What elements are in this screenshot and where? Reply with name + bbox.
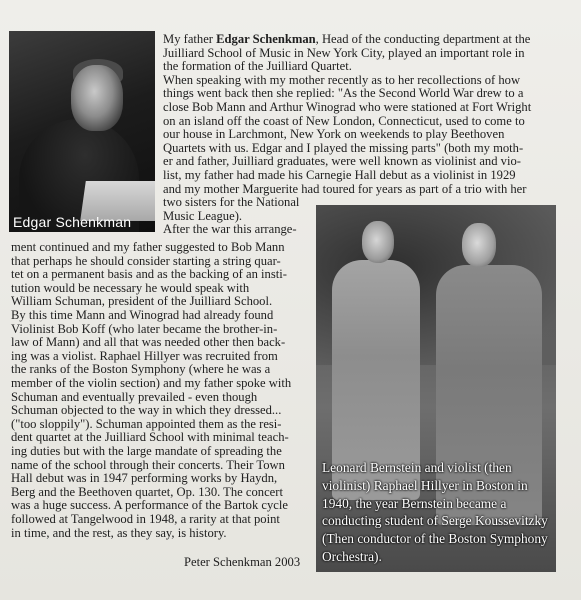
intro-line <box>163 33 530 47</box>
intro-rest: , Head of the conducting department at the <box>315 32 531 46</box>
article-line: Hall debut was in 1947 performing works by Haydn, <box>11 471 278 486</box>
article-line: Quartets with us. Edgar and I played the missing parts" (both my moth- <box>163 140 524 155</box>
article-line: By this time Mann and Winograd had already found <box>11 308 274 322</box>
intro-lead: My father <box>163 32 217 46</box>
article-line: ("too sloppily"). Schuman appointed them as the resi- <box>11 416 282 431</box>
article-line: followed at Tangelwood in 1948, a rarity at that point <box>11 512 280 526</box>
article-line: William Schuman, president of the Juilliard School. <box>11 294 273 309</box>
article-line: on an island off the coast of New London, Connecticut, used to come to <box>163 113 525 128</box>
bernstein-head <box>362 221 394 263</box>
article-line: ing duties but with the large mandate of spreading the <box>11 444 282 458</box>
article-line: Schuman objected to the way in which they dressed... <box>11 403 282 418</box>
bernstein-hillyer-photo <box>316 205 556 572</box>
article-line: Berg and the Beethoven quartet, Op. 130. The concert <box>11 484 283 499</box>
article-line: that perhaps he should consider starting a string quar- <box>11 253 281 268</box>
article-line: ment continued and my father suggested to Bob Mann <box>11 240 285 254</box>
article-line: When speaking with my mother recently as to her recollections of how <box>163 72 521 87</box>
article-line: ing was a violist. Raphael Hillyer was recruited from <box>11 348 278 363</box>
photo-head <box>71 65 123 131</box>
article-line: the formation of the Juilliard Quartet. <box>163 59 352 74</box>
article-line: er and father, Juilliard graduates, were well known as violinist and vio- <box>163 154 521 169</box>
article-line: in time, and the rest, as they say, is history. <box>11 525 227 540</box>
article-line: dent quartet at the Juilliard School with minimal teach- <box>11 430 289 445</box>
article-line: things went back then she replied: "As the Second World War drew to a <box>163 86 524 101</box>
photo-left-caption: Edgar Schenkman <box>13 214 132 230</box>
intro-name: Edgar Schenkman <box>216 32 316 46</box>
article-line: Music League). <box>163 208 243 223</box>
article-line: the ranks of the Boston Symphony (where he was a <box>11 362 271 377</box>
edgar-schenkman-photo <box>9 31 155 232</box>
hillyer-head <box>462 223 496 267</box>
article-line: Juilliard School of Music in New York City, played an important role in <box>163 45 525 60</box>
article-line: close Bob Mann and Arthur Winograd who were stationed at Fort Wright <box>163 100 532 114</box>
article-line: tution would be necessary he would speak with <box>11 280 250 295</box>
signature: Peter Schenkman 2003 <box>184 555 301 569</box>
article-line: and my mother Marguerite had toured for years as part of a trio with her <box>163 181 527 196</box>
article-line: was a huge success. A performance of the Bartok cycle <box>11 498 288 513</box>
article-line: Schuman and eventually prevailed - even though <box>11 389 258 404</box>
article-line: two sisters for the National <box>163 195 300 210</box>
article-line: tet on a permanent basis and as the backing of an insti- <box>11 267 287 282</box>
photo-right-caption: Leonard Bernstein and violist (then violinist) Raphael Hillyer in Boston in 1940, the year Bernstein became a conducting student of Serge Koussevitzky (Then conductor of the Boston Symphony Orchestra). <box>322 460 548 564</box>
article-line: our house in Larchmont, New York on weekends to play Beethoven <box>163 127 505 142</box>
article-line: After the war this arrange- <box>163 222 297 237</box>
article-line: Violinist Bob Koff (who later became the brother-in- <box>11 321 278 336</box>
article-line: name of the school through their concerts. Their Town <box>11 457 285 472</box>
article-line: member of the violin section) and my father spoke with <box>11 376 292 390</box>
article-line: list, my father had made his Carnegie Hall debut as a violinist in 1929 <box>163 168 516 182</box>
article-line: law of Mann) and all that was needed other then back- <box>11 335 286 350</box>
